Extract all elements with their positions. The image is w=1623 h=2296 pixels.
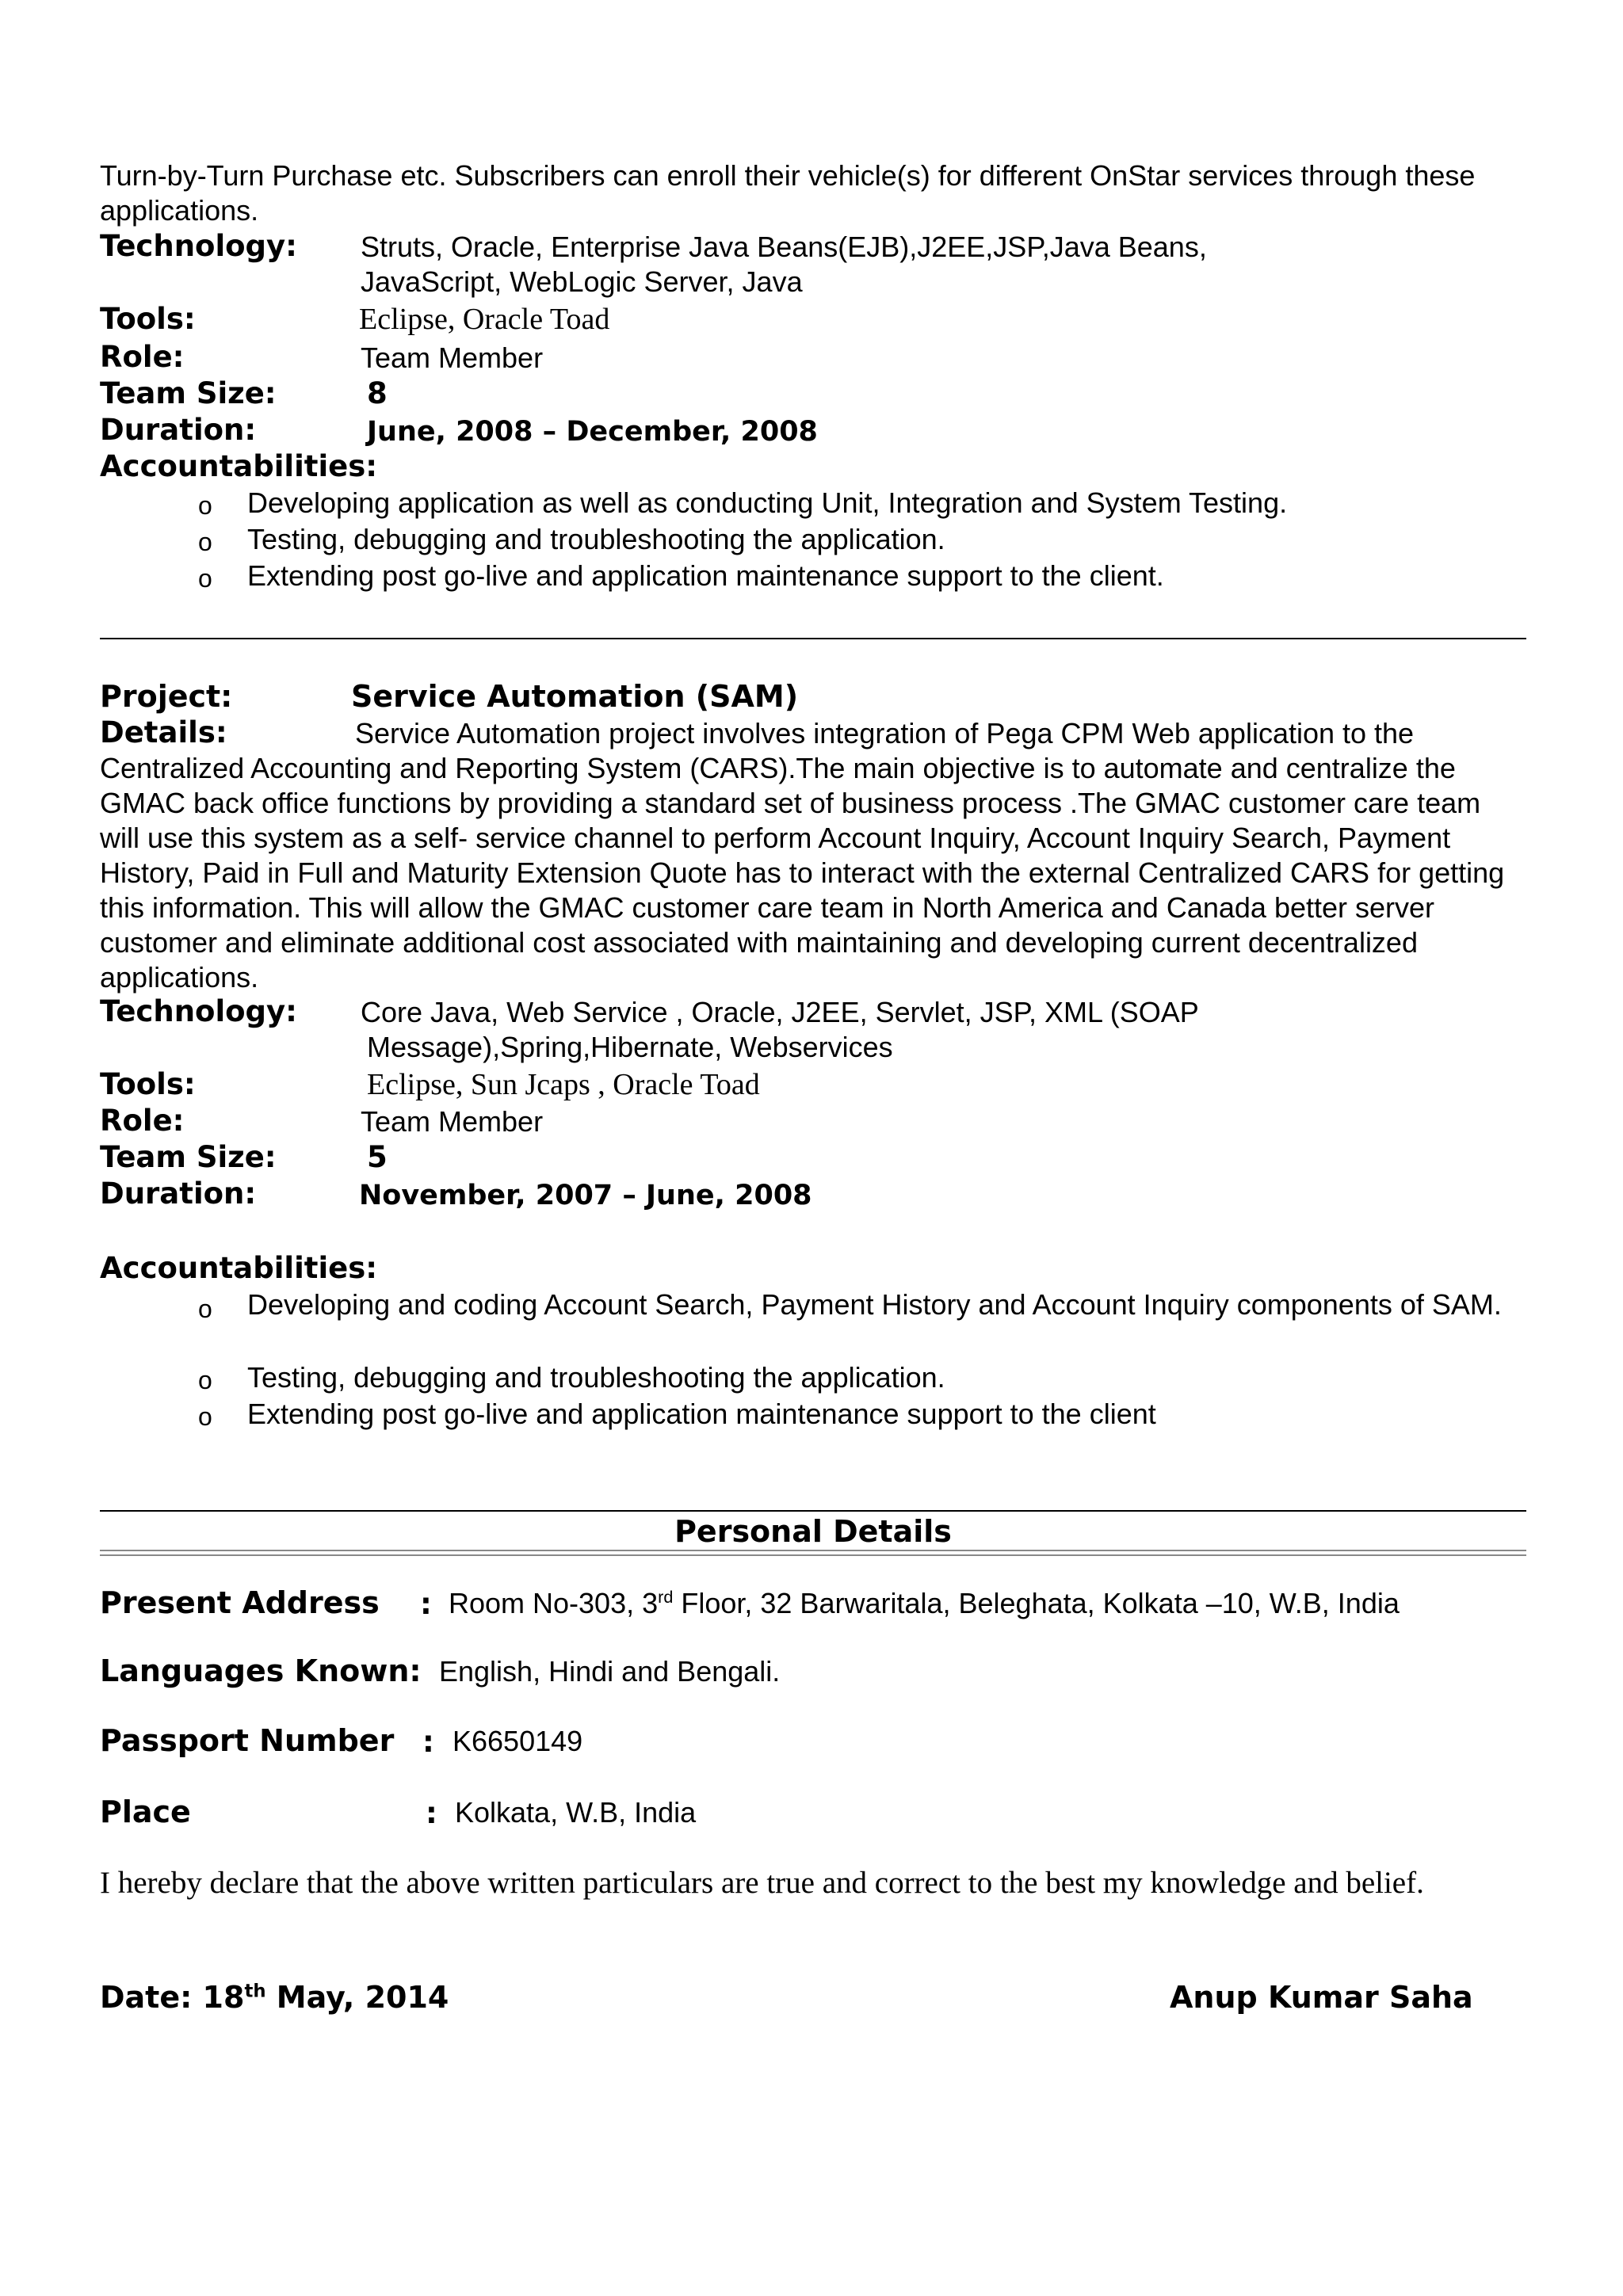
bullet-marker: o <box>198 1295 212 1323</box>
bullet-marker: o <box>198 491 212 520</box>
technology-label: Technology: <box>100 229 297 263</box>
bullet-marker: o <box>198 1366 212 1394</box>
role-label: Role: <box>100 340 185 374</box>
role-label: Role: <box>100 1104 185 1138</box>
languages-known-label: Languages Known: <box>100 1653 422 1688</box>
duration-label: Duration: <box>100 1177 257 1211</box>
project-details-text: Turn-by-Turn Purchase etc. Subscribers can enroll their vehicle(s) for different OnStar services through these applications. <box>100 159 1476 227</box>
project-name: Service Automation (SAM) <box>351 679 799 714</box>
colon: : <box>422 1725 434 1759</box>
duration-label: Duration: <box>100 413 257 447</box>
present-address-value: Room No-303, 3rd Floor, 32 Barwaritala, Beleghata, Kolkata –10, W.B, India <box>449 1587 1400 1619</box>
accountability-item: Testing, debugging and troubleshooting the application. <box>247 523 945 555</box>
colon: : <box>426 1796 437 1830</box>
bullet-marker: o <box>198 1402 212 1431</box>
place-value: Kolkata, W.B, India <box>455 1796 697 1829</box>
team-size-label: Team Size: <box>100 376 277 410</box>
accountability-item: Developing application as well as conducting Unit, Integration and System Testing. <box>247 486 1288 519</box>
languages-known-value: English, Hindi and Bengali. <box>439 1655 781 1688</box>
personal-details-heading: Personal Details <box>674 1514 952 1549</box>
technology-label: Technology: <box>100 994 297 1028</box>
role-value: Team Member <box>361 341 544 374</box>
team-size-value: 8 <box>367 376 388 410</box>
accountabilities-label: Accountabilities: <box>100 449 378 483</box>
tools-value: Eclipse, Sun Jcaps , Oracle Toad <box>367 1068 760 1101</box>
place-label: Place <box>100 1794 191 1829</box>
accountability-item: Testing, debugging and troubleshooting the application. <box>247 1361 945 1394</box>
accountability-item: Extending post go-live and application maintenance support to the client. <box>247 559 1164 592</box>
technology-value-line1: Struts, Oracle, Enterprise Java Beans(EJB),J2EE,JSP,Java Beans, <box>361 231 1207 263</box>
role-value: Team Member <box>361 1105 544 1138</box>
signature-name: Anup Kumar Saha <box>1170 1980 1473 2015</box>
declaration-text: I hereby declare that the above written particulars are true and correct to the best my knowledge and belief. <box>100 1866 1424 1900</box>
accountability-item: Developing and coding Account Search, Payment History and Account Inquiry components of SAM. <box>247 1288 1502 1321</box>
passport-number-label: Passport Number <box>100 1723 395 1758</box>
duration-value: June, 2008 – December, 2008 <box>367 416 818 448</box>
personal-top-rule <box>100 1510 1526 1512</box>
tools-value: Eclipse, Oracle Toad <box>359 303 610 336</box>
project-label: Project: <box>100 679 233 714</box>
accountability-item: Extending post go-live and application maintenance support to the client <box>247 1398 1156 1430</box>
tools-label: Tools: <box>100 1067 196 1101</box>
team-size-value: 5 <box>367 1140 388 1174</box>
present-address-label: Present Address <box>100 1585 380 1620</box>
details-first-line: Service Automation project involves integration of Pega CPM Web application to the <box>355 717 1415 749</box>
passport-number-value: K6650149 <box>453 1725 583 1757</box>
colon: : <box>420 1587 432 1621</box>
technology-value-line2: Message),Spring,Hibernate, Webservices <box>367 1031 893 1063</box>
bullet-marker: o <box>198 564 212 593</box>
team-size-label: Team Size: <box>100 1140 277 1174</box>
technology-value-line1: Core Java, Web Service , Oracle, J2EE, Servlet, JSP, XML (SOAP <box>361 996 1199 1028</box>
tools-label: Tools: <box>100 302 196 336</box>
technology-value-line2: JavaScript, WebLogic Server, Java <box>361 265 803 298</box>
section-divider <box>100 638 1526 639</box>
accountabilities-label: Accountabilities: <box>100 1251 378 1285</box>
duration-value: November, 2007 – June, 2008 <box>359 1180 812 1211</box>
bullet-marker: o <box>198 528 212 556</box>
personal-bottom-rule <box>100 1550 1526 1556</box>
details-text: Centralized Accounting and Reporting System (CARS).The main objective is to automate and centralize the GMAC back office functions by providing a standard set of business process .The GMAC customer care team will use this system as a self- service channel to perform Account Inquiry, Account Inquiry Search, Payment History, Paid in Full and Maturity Extension Quote has to interact with the external Centralized CARS for getting this information. This will allow the GMAC customer care team in North America and Canada better server customer and eliminate additional cost associated with maintaining and developing current decentralized applications. <box>100 752 1505 994</box>
details-label: Details: <box>100 715 227 749</box>
date-line: Date: 18th May, 2014 <box>100 1980 449 2015</box>
